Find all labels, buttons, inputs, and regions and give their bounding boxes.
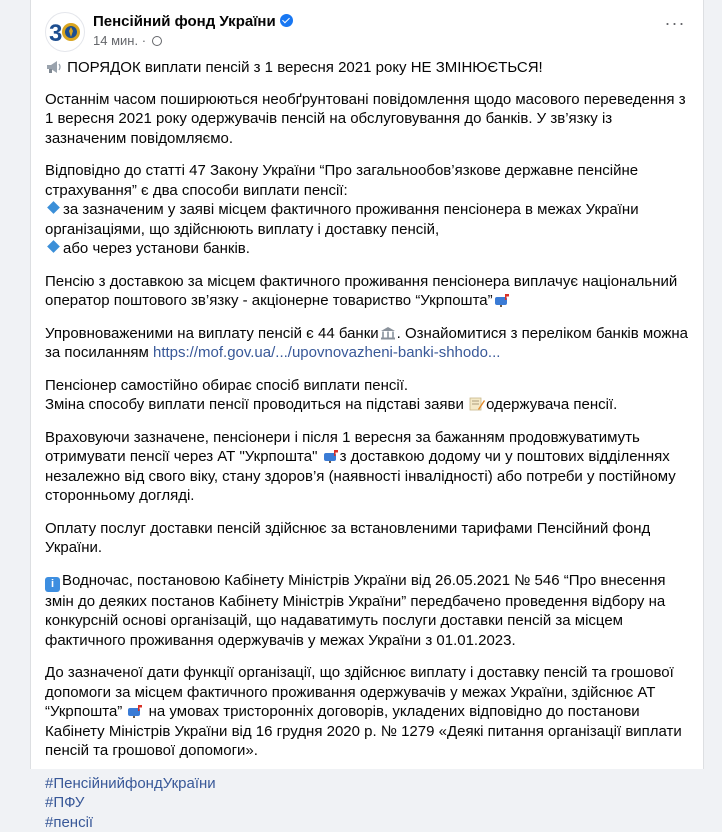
p5-line-2a: Зміна способу виплати пенсії проводиться на підставі заяви (45, 396, 468, 413)
p6-text-a: Враховуючи зазначене, пенсіонери і після 1 вересня за бажанням продовжуватимуть отримувати пенсії через АТ "Укрпошта" (45, 429, 640, 466)
page-name-link[interactable] (93, 13, 293, 30)
p4-text-b: . Ознайомитися з переліком банків можна за посиланням (45, 325, 688, 362)
verified-badge-icon (280, 14, 293, 27)
post-text (45, 58, 691, 832)
paragraph-7: Оплату послуг доставки пенсій здійснює за встановленими тарифами Пенсійний фонд України. (45, 519, 691, 558)
p5-line-1: Пенсіонер самостійно обирає спосіб виплати пенсії. (45, 377, 408, 394)
post-lead (45, 58, 691, 78)
post-card (30, 0, 704, 769)
p9-text-b: на умовах тристоронніх договорів, укладених відповідно до постанови Кабінету Міністрів України від 16 грудня 2020 р. № 1279 «Деякі питання організації виплати пенсій та грошової допомоги». (45, 703, 682, 759)
megaphone-icon (46, 60, 62, 74)
p2-item-1: за зазначеним у заяві місцем фактичного проживання пенсіонера в межах України організаціями, що здійснюють виплату і доставку пенсій, (45, 201, 639, 238)
mailbox-icon (127, 704, 143, 718)
banks-list-link[interactable]: https://mof.gov.ua/.../upovnovazheni-banki-shhodo... (153, 344, 500, 361)
paragraph-1: Останнім часом поширюються необґрунтовані повідомлення щодо масового переведення з 1 вересня 2021 року одержувачів пенсій на обслуговування до банків. У зв’язку із зазначеним повідомляємо. (45, 90, 691, 149)
paragraph-6 (45, 428, 691, 506)
globe-icon[interactable] (152, 36, 162, 46)
p8-text: Водночас, постановою Кабінету Міністрів України від 26.05.2021 № 546 “Про внесення змін до деяких постанов Кабінету Міністрів України” передбачено проведення відбору на конкурсній основі організацій, що надаватимуть послуги доставки пенсій за місцем фактичного проживання одержувачів у межах України з 01.01.2023. (45, 572, 666, 649)
hashtag-link[interactable]: #ПенсійнийфондУкраїни (45, 774, 691, 794)
p2-intro: Відповідно до статті 47 Закону України “Про загальнообов’язкове державне пенсійне страхування” є два способи виплати пенсії: (45, 162, 638, 199)
mailbox-icon (494, 293, 510, 307)
information-icon: i (45, 577, 60, 592)
bank-icon (380, 326, 396, 340)
p6-text-b: з доставкою додому чи у поштових відділеннях незалежно від свого віку, стану здоров’я (наявності інвалідності) або потреби у постійному сторонньому догляді. (45, 448, 676, 504)
paragraph-9 (45, 663, 691, 761)
p3-text: Пенсію з доставкою за місцем фактичного проживання пенсіонера виплачує національний оператор поштового зв’язку - акціонерне товариство “Укрпошта” (45, 273, 677, 310)
p4-text-a: Упровноваженими на виплату пенсій є 44 банки (45, 325, 379, 342)
hashtag-link[interactable]: #ПФУ (45, 793, 691, 813)
small-blue-diamond-icon (47, 240, 60, 253)
meta-separator: · (142, 33, 146, 48)
lead-text: ПОРЯДОК виплати пенсій з 1 вересня 2021 року НЕ ЗМІНЮЄТЬСЯ! (67, 59, 543, 76)
p5-line-2b: одержувача пенсії. (486, 396, 617, 413)
paragraph-8 (45, 571, 691, 651)
hashtags (45, 774, 691, 832)
page-avatar[interactable] (45, 12, 85, 52)
post-timestamp[interactable]: 14 мин. (93, 33, 138, 48)
pfu-logo-icon (46, 13, 84, 51)
hashtag-link[interactable]: #пенсії (45, 813, 691, 832)
p2-item-2: або через установи банків. (63, 240, 250, 257)
paragraph-4 (45, 324, 691, 363)
svg-text:3: 3 (49, 20, 62, 47)
mailbox-icon (323, 449, 339, 463)
more-options-button[interactable]: ··· (661, 16, 689, 36)
p9-text-a: До зазначеної дати функції організації, що здійснює виплату і доставку пенсій та грошової допомоги за місцем фактичного проживання одержувачів у межах України, здійснює АТ “Укрпошта” (45, 664, 674, 720)
small-blue-diamond-icon (47, 201, 60, 214)
paragraph-2 (45, 161, 691, 259)
page-name[interactable]: Пенсійний фонд України (93, 13, 276, 30)
memo-icon (469, 397, 485, 411)
post-meta (93, 33, 162, 48)
paragraph-3 (45, 272, 691, 311)
post-header (45, 12, 689, 52)
paragraph-5 (45, 376, 691, 415)
